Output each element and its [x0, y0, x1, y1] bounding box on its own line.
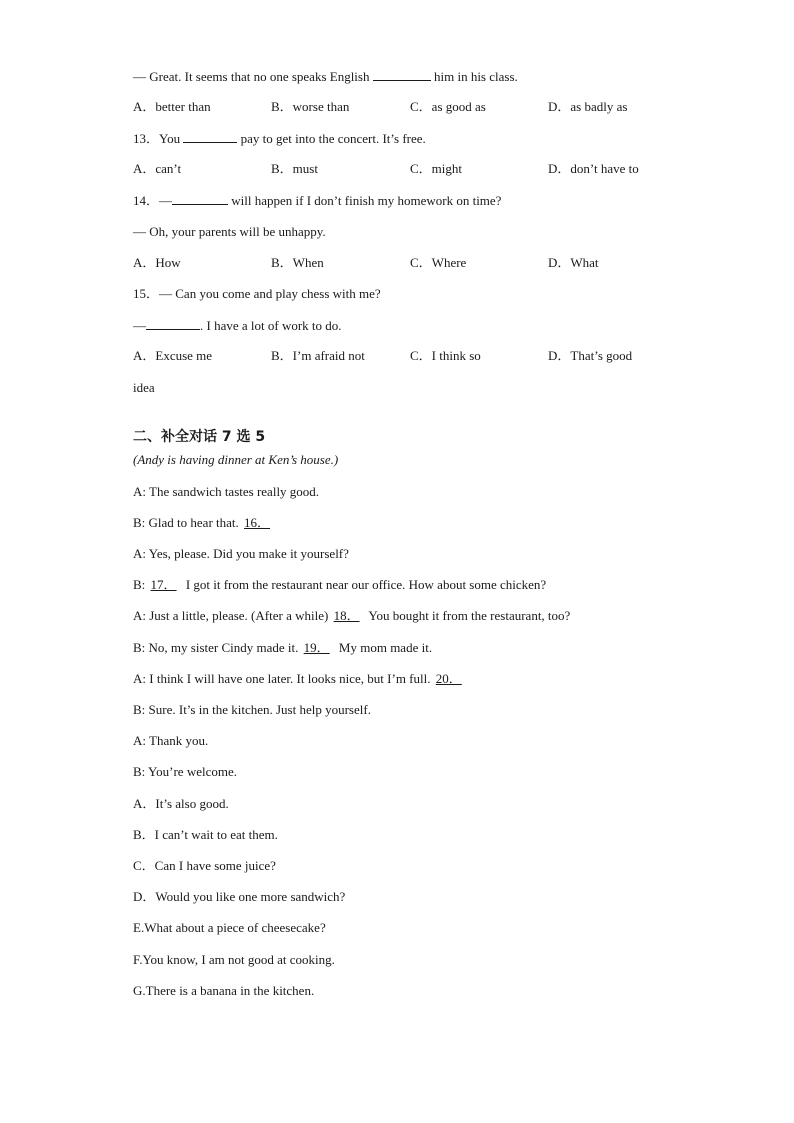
question-13-stem [133, 130, 426, 147]
q15-option-d-wrap: idea [133, 380, 155, 395]
answer-blank [183, 130, 237, 143]
dialogue-text: B: [133, 577, 146, 592]
section-heading: 二、补全对话 7 选 5 [133, 429, 266, 445]
q15-reply-before: — [133, 318, 146, 333]
question-15-stem: 15．— Can you come and play chess with me? [133, 286, 381, 301]
q14-text-before: 14．— [133, 193, 173, 208]
q15-reply [133, 317, 342, 334]
choice-d: D．Would you like one more sandwich? [133, 889, 346, 904]
dialogue-text: A: I think I will have one later. It looks nice, but I’m full. [133, 671, 431, 686]
q14-option-b: B．When [271, 255, 324, 270]
q14-text-after: will happen if I don’t finish my homework on time? [231, 193, 502, 208]
dialogue-text: You bought it from the restaurant, too? [368, 608, 571, 623]
question-14-stem [133, 192, 501, 209]
blank-16: 16． [244, 515, 271, 530]
q12-text-after: him in his class. [433, 69, 518, 84]
dialogue-line-8: B: Sure. It’s in the kitchen. Just help yourself. [133, 702, 371, 717]
choice-b: B．I can’t wait to eat them. [133, 827, 278, 842]
dialogue-line-2 [133, 515, 276, 531]
answer-blank [146, 317, 200, 330]
dialogue-line-5 [133, 608, 570, 624]
dialogue-line-9: A: Thank you. [133, 733, 209, 748]
q15-option-d: D．That’s good [548, 348, 633, 363]
dialogue-text: A: Just a little, please. (After a while) [133, 608, 329, 623]
dialogue-intro: (Andy is having dinner at Ken’s house.) [133, 452, 339, 467]
q13-text-before: 13．You [133, 131, 181, 146]
q12-text-before: — Great. It seems that no one speaks English [133, 69, 370, 84]
choice-f: F.You know, I am not good at cooking. [133, 952, 335, 967]
choice-g: G.There is a banana in the kitchen. [133, 983, 315, 998]
q13-text-after: pay to get into the concert. It’s free. [240, 131, 426, 146]
q12-option-c: C．as good as [410, 99, 486, 114]
q14-option-a: A．How [133, 255, 181, 270]
dialogue-line-1: A: The sandwich tastes really good. [133, 484, 320, 499]
question-12-stem [133, 68, 518, 85]
q12-option-d: D．as badly as [548, 99, 628, 114]
dialogue-line-7 [133, 671, 468, 687]
dialogue-line-6 [133, 640, 432, 656]
q15-option-a: A．Excuse me [133, 348, 213, 363]
choice-e: E.What about a piece of cheesecake? [133, 920, 326, 935]
choice-c: C．Can I have some juice? [133, 858, 276, 873]
q15-option-b: B．I’m afraid not [271, 348, 365, 363]
blank-17: 17． [150, 577, 177, 592]
choice-a: A．It’s also good. [133, 796, 229, 811]
blank-20: 20． [435, 671, 462, 686]
q14-reply: — Oh, your parents will be unhappy. [133, 224, 326, 239]
dialogue-text: B: Glad to hear that. [133, 515, 239, 530]
dialogue-line-3: A: Yes, please. Did you make it yourself? [133, 546, 349, 561]
q13-option-a: A．can’t [133, 161, 182, 176]
q14-option-c: C．Where [410, 255, 467, 270]
q13-option-c: C．might [410, 161, 463, 176]
answer-blank [172, 192, 228, 205]
dialogue-text: I got it from the restaurant near our office. How about some chicken? [185, 577, 547, 592]
answer-blank [373, 68, 431, 81]
q15-reply-after: . I have a lot of work to do. [200, 318, 342, 333]
dialogue-line-4 [133, 577, 546, 593]
q15-option-c: C．I think so [410, 348, 481, 363]
q14-option-d: D．What [548, 255, 599, 270]
q13-option-b: B．must [271, 161, 318, 176]
blank-18: 18． [333, 608, 360, 623]
dialogue-line-10: B: You’re welcome. [133, 764, 237, 779]
q13-option-d: D．don’t have to [548, 161, 639, 176]
dialogue-text: My mom made it. [338, 640, 433, 655]
dialogue-text: B: No, my sister Cindy made it. [133, 640, 299, 655]
q12-option-a: A．better than [133, 99, 211, 114]
blank-19: 19． [303, 640, 330, 655]
q12-option-b: B．worse than [271, 99, 350, 114]
